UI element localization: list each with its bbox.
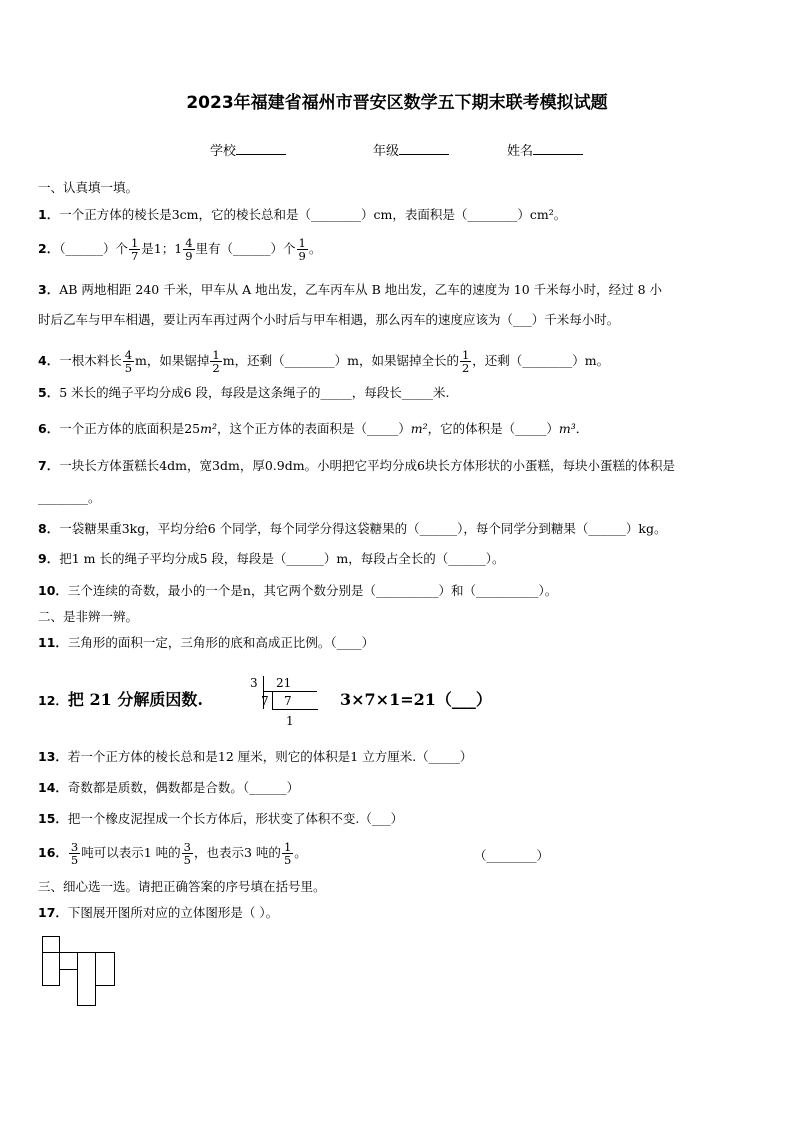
denominator: 2 <box>212 361 220 375</box>
denominator: 5 <box>283 853 292 867</box>
denominator: 5 <box>70 853 79 867</box>
short-division-diagram <box>248 676 320 728</box>
divisor-2: 7 <box>261 694 269 708</box>
question-number: 9． <box>38 551 60 566</box>
division-bar <box>272 709 318 710</box>
text-segment: m，还剩（________）m，如果锯掉全长的 <box>222 353 459 368</box>
question-text: 把一个橡皮泥捏成一个长方体后，形状变了体积不变.（___） <box>67 811 404 826</box>
fraction <box>182 841 193 866</box>
text-segment: m，如果锯掉 <box>135 353 210 368</box>
text-segment: 。 <box>308 241 322 256</box>
question-5 <box>38 385 764 401</box>
text-segment: 。 <box>294 845 307 860</box>
question-text: 三角形的面积一定，三角形的底和高成正比例。（____） <box>67 635 375 650</box>
text-segment: 一个正方体的底面积是25 <box>59 421 201 436</box>
question-number: 10． <box>38 583 68 598</box>
question-number: 17． <box>38 905 68 920</box>
grade-field <box>373 140 449 159</box>
school-label: 学校 <box>210 144 237 159</box>
divisor-1: 3 <box>250 676 258 690</box>
question-text: 若一个正方体的棱长总和是12 厘米，则它的体积是1 立方厘米.（_____） <box>67 749 473 764</box>
fraction <box>297 237 308 262</box>
net-face <box>59 952 78 970</box>
text-segment: ，也表示3 吨的 <box>194 845 281 860</box>
name-blank[interactable] <box>533 142 583 155</box>
text-segment: 吨可以表示1 吨的 <box>81 845 181 860</box>
question-13 <box>38 749 764 765</box>
denominator: 9 <box>185 249 193 263</box>
question-text: 把1 m 长的绳子平均分成5 段，每段是（______）m，每段占全长的（______）。 <box>59 551 505 566</box>
grade-label: 年级 <box>373 144 400 159</box>
question-text: 把 21 分解质因数. <box>67 690 203 709</box>
question-3-continued <box>38 312 764 328</box>
denominator: 5 <box>124 361 133 375</box>
question-number: 8． <box>38 521 60 536</box>
text-segment: ，它的体积是（_____） <box>427 421 559 436</box>
text-segment: 一根木料长 <box>59 353 122 368</box>
numerator: 1 <box>283 840 292 854</box>
text-segment: （______）个 <box>59 241 128 256</box>
net-face <box>42 952 60 986</box>
numerator: 3 <box>183 840 191 854</box>
question-3 <box>38 282 764 298</box>
fraction <box>123 349 134 374</box>
name-field <box>507 140 583 159</box>
text-segment: 是1；1 <box>141 241 183 256</box>
question-text-line-2: ________。 <box>38 490 101 505</box>
text-segment: ，这个正方体的表面积是（_____） <box>216 421 411 436</box>
denominator: 2 <box>461 361 470 375</box>
fraction <box>210 349 221 374</box>
question-text: 5 米长的绳子平均分成6 段，每段是这条绳子的_____，每段长_____米. <box>59 385 450 400</box>
unit-cubic-meter: m³ <box>558 421 576 436</box>
denominator: 5 <box>183 853 191 867</box>
question-14 <box>38 780 764 796</box>
question-number: 5． <box>38 385 60 400</box>
section-3-heading: 三、细心选一选。请把正确答案的序号填在括号里。 <box>38 879 326 894</box>
question-number: 6． <box>38 421 60 436</box>
question-10 <box>38 583 764 599</box>
question-4 <box>38 349 764 374</box>
denominator: 9 <box>298 249 306 263</box>
numerator: 1 <box>212 348 220 362</box>
question-number: 3． <box>38 282 60 297</box>
question-number: 14． <box>38 780 68 795</box>
numerator: 4 <box>185 236 193 250</box>
question-8 <box>38 521 764 537</box>
text-segment: ，还剩（________）m。 <box>472 353 610 368</box>
text-segment: 里有（______）个 <box>195 241 296 256</box>
school-field <box>210 140 286 159</box>
section-1-heading: 一、认真填一填。 <box>38 180 139 195</box>
question-text: 三个连续的奇数，最小的一个是n，其它两个数分别是（__________）和（__________）。 <box>67 583 558 598</box>
question-text-line-1: 一块长方体蛋糕长4dm，宽3dm，厚0.9dm。小明把它平均分成6块长方体形状的小蛋糕，每块小蛋糕的体积是 <box>59 458 676 473</box>
question-7 <box>38 458 764 474</box>
numerator: 3 <box>70 840 79 854</box>
question-text: 一袋糖果重3kg，平均分给6 个同学，每个同学分得这袋糖果的（______），每个同学分到糖果（______）kg。 <box>59 521 667 536</box>
question-9 <box>38 551 764 567</box>
question-text-line-1: AB 两地相距 240 千米，甲车从 A 地出发，乙车丙车从 B 地出发，乙车的速度为 10 千米每小时，经过 8 小 <box>59 282 663 297</box>
denominator: 7 <box>130 249 139 263</box>
page-title: 2023年福建省福州市晋安区数学五下期末联考模拟试题 <box>186 93 608 113</box>
question-number: 15． <box>38 811 68 826</box>
question-text-line-2: 时后乙车与甲车相遇，要让丙车再过两个小时后与甲车相遇，那么丙车的速度应该为（___）千米每小时。 <box>38 312 620 327</box>
division-bracket <box>272 692 273 709</box>
question-number: 1． <box>38 207 60 222</box>
section-2-heading: 二、是非辨一辨。 <box>38 609 139 624</box>
quotient-2: 7 <box>284 694 292 708</box>
question-number: 13． <box>38 749 68 764</box>
numerator: 4 <box>124 348 133 362</box>
fraction <box>282 841 293 866</box>
question-7-continued <box>38 490 764 506</box>
question-6 <box>38 421 764 437</box>
fraction <box>69 841 80 866</box>
numerator: 1 <box>298 236 306 250</box>
question-number: 12． <box>38 693 68 708</box>
unit-square-meter: m² <box>200 421 217 436</box>
numerator: 1 <box>130 236 139 250</box>
fraction <box>183 237 194 262</box>
cube-net-figure <box>40 936 120 1008</box>
question-1 <box>38 207 764 223</box>
question-11 <box>38 635 764 651</box>
net-face <box>77 952 96 1006</box>
question-12-equation: 3×7×1=21（___） <box>340 690 492 709</box>
net-face <box>95 952 115 986</box>
fraction <box>460 349 471 374</box>
numerator: 1 <box>461 348 470 362</box>
text-segment: ． <box>575 421 589 436</box>
question-number: 2． <box>38 241 60 256</box>
grade-blank[interactable] <box>399 142 449 155</box>
dividend-1: 21 <box>276 676 292 690</box>
question-text: 下图展开图所对应的立体图形是（ ）。 <box>67 905 279 920</box>
quotient-final: 1 <box>286 714 294 728</box>
net-face <box>42 936 60 953</box>
question-17 <box>38 905 764 921</box>
name-label: 姓名 <box>507 144 534 159</box>
question-16-answer-blank[interactable]: （________） <box>474 848 550 863</box>
question-number: 4． <box>38 353 60 368</box>
question-text: 一个正方体的棱长是3cm，它的棱长总和是（________）cm，表面积是（________）cm²。 <box>59 207 567 222</box>
question-text: 奇数都是质数，偶数都是合数。（______） <box>67 780 300 795</box>
question-number: 11． <box>38 635 68 650</box>
question-15 <box>38 811 764 827</box>
question-number: 7． <box>38 458 60 473</box>
unit-square-meter: m² <box>410 421 428 436</box>
question-number: 16． <box>38 845 68 860</box>
fraction <box>129 237 140 262</box>
question-2 <box>38 237 764 262</box>
school-blank[interactable] <box>236 142 286 155</box>
